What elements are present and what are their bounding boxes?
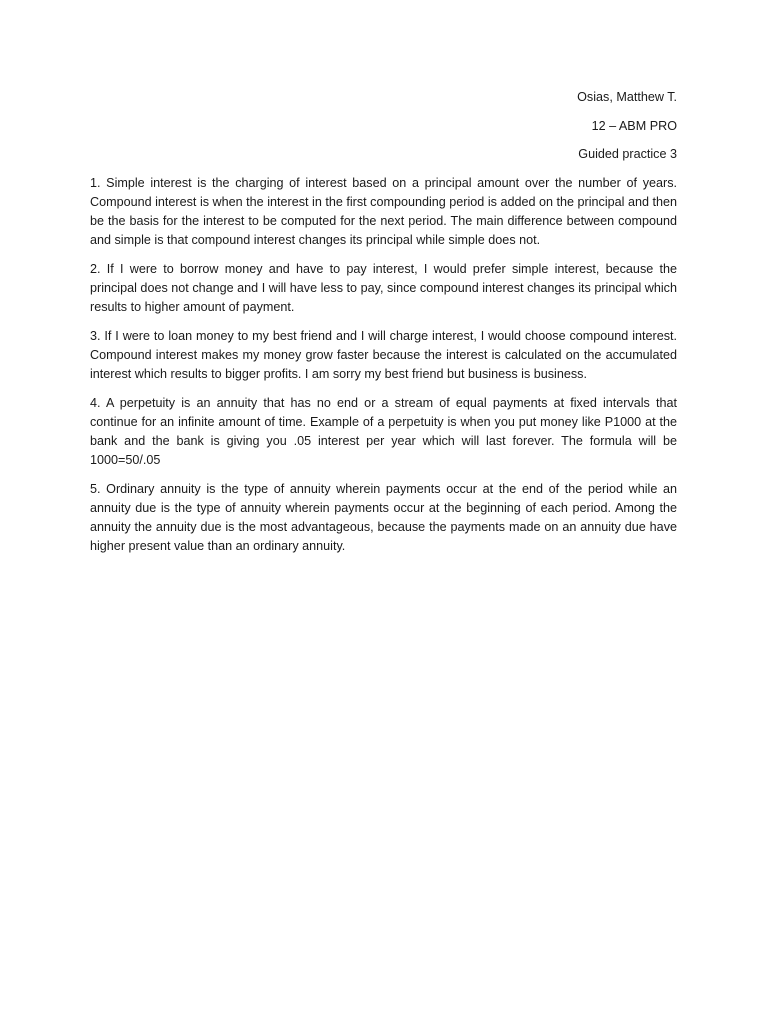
student-name: Osias, Matthew T.	[577, 90, 677, 104]
answer-paragraph-4: 4. A perpetuity is an annuity that has no end or a stream of equal payments at fixed intervals that continue for an infinite amount of time. Example of a perpetuity is when you put money like P1000 at the bank and the bank is giving you .05 interest per year which will last forever. The formula will be 1000=50/.05	[90, 395, 677, 467]
document-page	[90, 88, 677, 566]
answer-paragraph-2: 2. If I were to borrow money and have to pay interest, I would prefer simple interest, because the principal does not change and I will have less to pay, since compound interest changes its principal which results to higher amount of payment.	[90, 261, 677, 314]
answer-paragraph-5: 5. Ordinary annuity is the type of annuity wherein payments occur at the end of the period while an annuity due is the type of annuity wherein payments occur at the beginning of each period. Among the annuity the annuity due is the most advantageous, because the payments made on an annuity due have higher present value than an ordinary annuity.	[90, 481, 677, 553]
answer-paragraph-3: 3. If I were to loan money to my best friend and I will charge interest, I would choose compound interest. Compound interest makes my money grow faster because the interest is calculated on the accumulated interest which results to bigger profits. I am sorry my best friend but business is business.	[90, 328, 677, 381]
student-section: 12 – ABM PRO	[591, 118, 677, 133]
document-title: Guided practice 3	[578, 147, 677, 161]
answer-paragraph-1: 1. Simple interest is the charging of interest based on a principal amount over the number of years. Compound interest is when the interest in the first compounding period is added on the principal and then be the basis for the interest to be computed for the next period. The main difference between compound and simple is that compound interest changes its principal while simple does not.	[90, 175, 677, 247]
